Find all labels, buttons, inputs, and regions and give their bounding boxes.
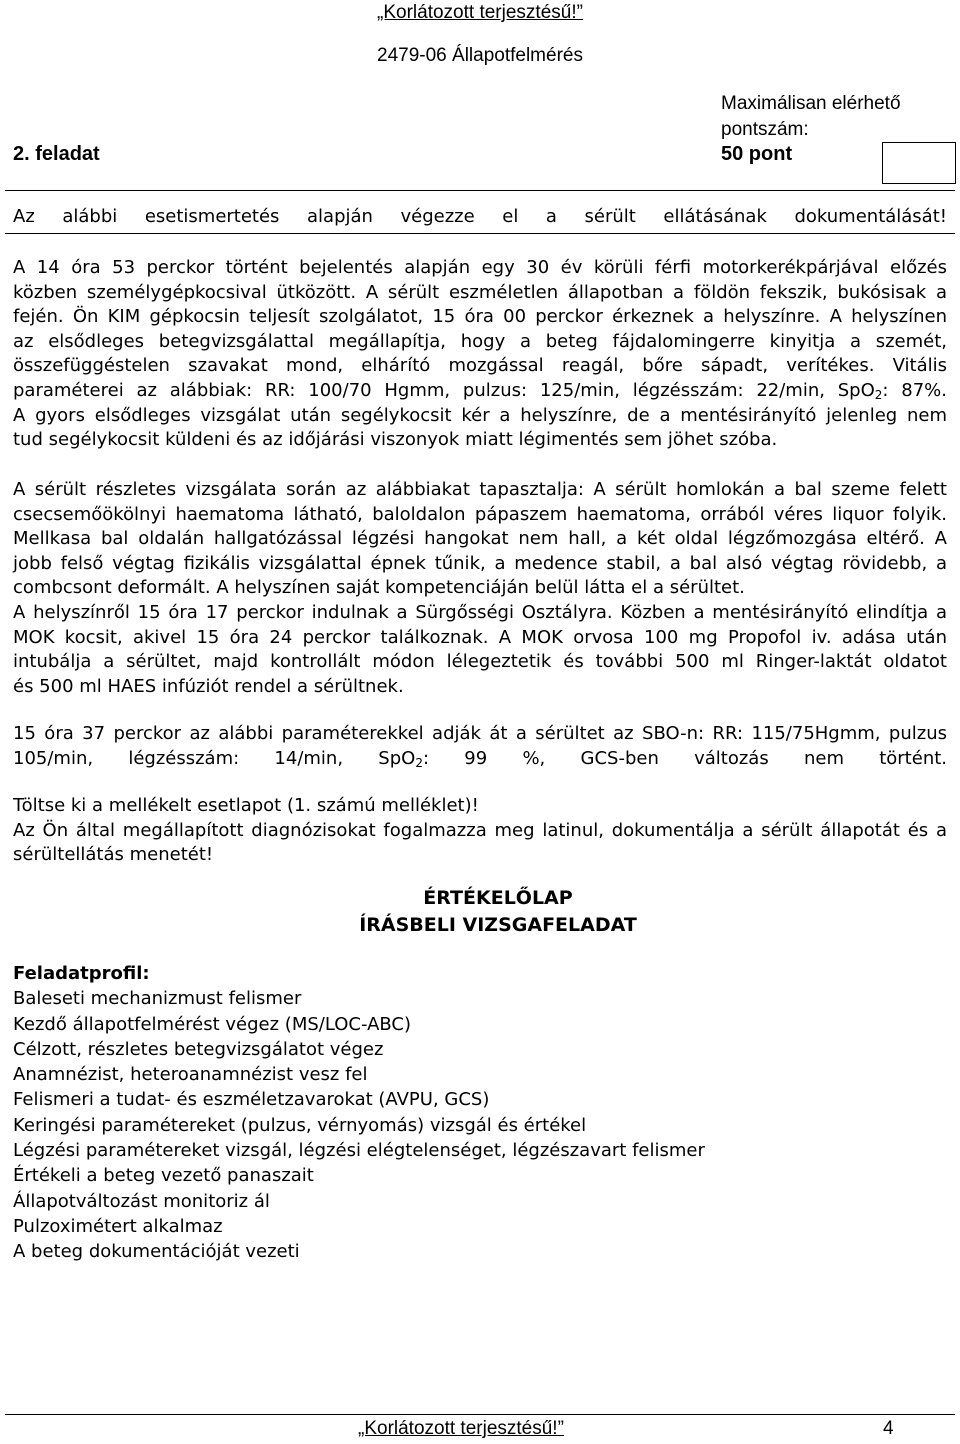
evaluation-title-line-2: ÍRÁSBELI VIZSGAFELADAT: [359, 914, 637, 936]
vitals-suffix: : 87%.: [882, 379, 947, 401]
profile-item: Anamnézist, heteroanamnézist vesz fel: [13, 1064, 368, 1086]
case-line: az elsődleges betegvizsgálattal megállapítja, hogy a beteg fájdalomingerre kinyitja a szemét,: [13, 330, 947, 352]
intro-paragraph: [13, 205, 947, 230]
detail-line: intubálja a sérültet, majd kontrollált módon lélegeztetik és további 500 ml Ringer-laktát oldatot: [13, 651, 947, 673]
footer-divider: [5, 1414, 955, 1415]
profile-item: Célzott, részletes betegvizsgálatot végez: [13, 1038, 384, 1060]
task-profile: [13, 961, 705, 1265]
detail-line: combcsont deformált. A helyszínen saját kompetenciáján belül látta el a sérültet.: [13, 577, 745, 599]
vitals-subscript: 2: [874, 387, 883, 402]
case-line: közben személygépkocsival ütközött. A sérült eszméletlen állapotban a földön fekszik, bukósisak a: [13, 281, 947, 303]
handover-prefix: 105/min, légzésszám: 14/min, SpO: [13, 747, 416, 769]
evaluation-title-line-1: ÉRTÉKELŐLAP: [423, 887, 573, 909]
profile-item: Állapotváltozást monitoriz ál: [13, 1190, 270, 1212]
profile-item: Értékeli a beteg vezető panaszait: [13, 1165, 314, 1187]
points-value: 50 pont: [721, 143, 793, 165]
intro-line: Az alábbi esetismertetés alapján végezze el a sérült ellátásának dokumentálását!: [13, 206, 947, 227]
detail-line: Mellkasa bal oldalán hallgatózással légzési hangokat nem hall, a két oldal légzőmozgása eltérő. A: [13, 528, 947, 550]
task-profile-heading: Feladatprofil:: [13, 963, 150, 984]
instruction-paragraph: [13, 794, 947, 868]
profile-item: Baleseti mechanizmust felismer: [13, 988, 302, 1010]
case-line: összefüggéstelen szavakat mond, elhárító mozgással reagál, bőre sápadt, verítékes. Vitális: [13, 355, 947, 377]
score-box[interactable]: [882, 142, 956, 184]
profile-item: Kezdő állapotfelmérést végez (MS/LOC-ABC): [13, 1013, 412, 1035]
profile-item: Keringési paramétereket (pulzus, vérnyomás) vizsgál és értékel: [13, 1114, 587, 1136]
handover-paragraph: [13, 722, 947, 771]
handover-suffix: : 99 %, GCS-ben változás nem történt.: [422, 747, 948, 769]
case-paragraph: [13, 256, 947, 453]
profile-item: Felismeri a tudat- és eszméletzavarokat (AVPU, GCS): [13, 1089, 490, 1111]
detail-line: jobb felső végtag fizikális vizsgálattal épnek tűnik, a medence stabil, a bal alsó végtag rövidebb, a: [13, 552, 947, 574]
max-points-label-line-1: Maximálisan elérhető: [721, 93, 901, 114]
task-label: 2. feladat: [13, 143, 100, 165]
evaluation-title: [0, 885, 960, 939]
detail-line: csecsemőökölnyi haematoma látható, baloldalon pápaszem haematoma, orrából véres liquor folyik.: [13, 503, 947, 525]
handover-subscript: 2: [415, 755, 423, 770]
case-line: A gyors elsődleges vizsgálat után segélykocsit kér a helyszínre, de a mentésirányító jelenleg nem: [13, 404, 947, 426]
case-line: A 14 óra 53 perckor történt bejelentés alapján egy 30 év körüli férfi motorkerékpárjával előzés: [13, 257, 947, 278]
detail-line: és 500 ml HAES infúziót rendel a sérültnek.: [13, 675, 404, 697]
max-points-label: [721, 91, 901, 143]
vitals-line: [13, 379, 947, 404]
instruction-line: Töltse ki a mellékelt esetlapot (1. számú melléklet)!: [13, 795, 479, 816]
document-subtitle: 2479-06 Állapotfelmérés: [377, 45, 583, 66]
profile-item: Pulzoximétert alkalmaz: [13, 1215, 223, 1237]
divider-intro: [5, 233, 955, 234]
instruction-line: Az Ön által megállapított diagnózisokat fogalmazza meg latinul, dokumentálja a sérült állapotát és a: [13, 819, 947, 841]
detail-line: A helyszínről 15 óra 17 perckor indulnak a Sürgősségi Osztályra. Közben a mentésirányító elindítja a: [13, 601, 947, 623]
handover-line-2: [13, 747, 947, 772]
profile-item: A beteg dokumentációját vezeti: [13, 1241, 300, 1263]
detail-line: MOK kocsit, akivel 15 óra 24 perckor találkoznak. A MOK orvosa 100 mg Propofol iv. adása után: [13, 626, 947, 648]
instruction-line: sérültellátás menetét!: [13, 844, 214, 866]
detail-paragraph: [13, 478, 947, 699]
document-classification-header: „Korlátozott terjesztésű!”: [377, 2, 583, 23]
page-number: 4: [883, 1418, 894, 1439]
case-line: fején. Ön KIM gépkocsin teljesít szolgálatot, 15 óra 00 perckor érkeznek a helyszínre. A helyszínen: [13, 306, 947, 328]
divider-top: [5, 190, 955, 191]
footer-classification: „Korlátozott terjesztésű!”: [358, 1418, 564, 1439]
max-points-label-line-2: pontszám:: [721, 119, 809, 140]
handover-line: 15 óra 37 perckor az alábbi paraméterekkel adják át a sérültet az SBO-n: RR: 115/75Hgmm, pulzus: [13, 723, 947, 744]
detail-line: A sérült részletes vizsgálata során az alábbiakat tapasztalja: A sérült homlokán a bal szeme felett: [13, 479, 947, 500]
vitals-prefix: paraméterei az alábbiak: RR: 100/70 Hgmm, pulzus: 125/min, légzésszám: 22/min, SpO: [13, 379, 875, 401]
profile-item: Légzési paramétereket vizsgál, légzési elégtelenséget, légzészavart felismer: [13, 1140, 705, 1162]
case-line: tud segélykocsit küldeni és az időjárási viszonyok miatt légimentés sem jöhet szóba.: [13, 429, 778, 451]
